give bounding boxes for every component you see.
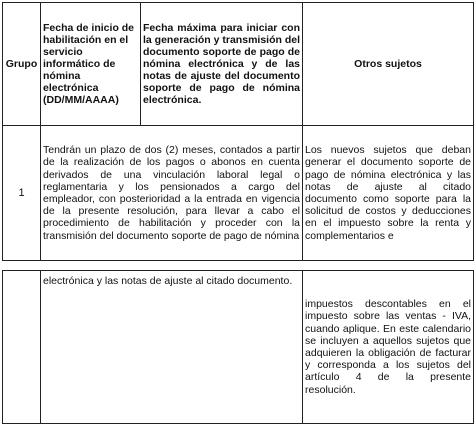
- header-grupo: Grupo: [3, 3, 41, 126]
- header-fecha-inicio: Fecha de inicio de habilitación en el servicio informático de nómina electrónica (DD/MM/AAAA): [41, 3, 141, 126]
- row-description: Tendrán un plazo de dos (2) meses, contados a partir de la realización de los pagos o abonos en cuenta derivados de una vinculación laboral legal o reglamentaria y los pensionados a cargo del empleador, con posterioridad a la entrada en vigencia de la presente resolución, para llevar a cabo el procedimiento de habilitación y proceder con la transmisión del documento soporte de pago de nómina: [41, 126, 303, 261]
- table-row-continuation: [3, 271, 474, 424]
- schedule-table-page-1: [2, 2, 474, 261]
- table-row: [3, 126, 474, 261]
- continuation-group-cell: [3, 271, 41, 424]
- continuation-description: electrónica y las notas de ajuste al citado documento.: [41, 271, 303, 424]
- schedule-table-page-2: [2, 270, 474, 424]
- continuation-otros-sujetos: impuestos descontables en el impuesto sobre las ventas - IVA, cuando aplique. En este calendario se incluyen a aquellos sujetos que adquieren la obligación de facturar y corresponda a los sujetos del artículo 4 de la presente resolución.: [303, 271, 474, 424]
- header-otros-sujetos: Otros sujetos: [303, 3, 474, 126]
- header-fecha-maxima: Fecha máxima para iniciar con la generación y transmisión del documento soporte de pago de nómina electrónica y de las notas de ajuste del documento soporte de pago de nómina electrónica.: [141, 3, 303, 126]
- row-otros-sujetos: Los nuevos sujetos que deban generar el documento soporte de pago de nómina electrónica y las notas de ajuste al citado documento como soporte para la solicitud de costos y deducciones en el impuesto sobre la renta y complementarios e: [303, 126, 474, 261]
- row-group-number: 1: [3, 126, 41, 261]
- table-header-row: [3, 3, 474, 126]
